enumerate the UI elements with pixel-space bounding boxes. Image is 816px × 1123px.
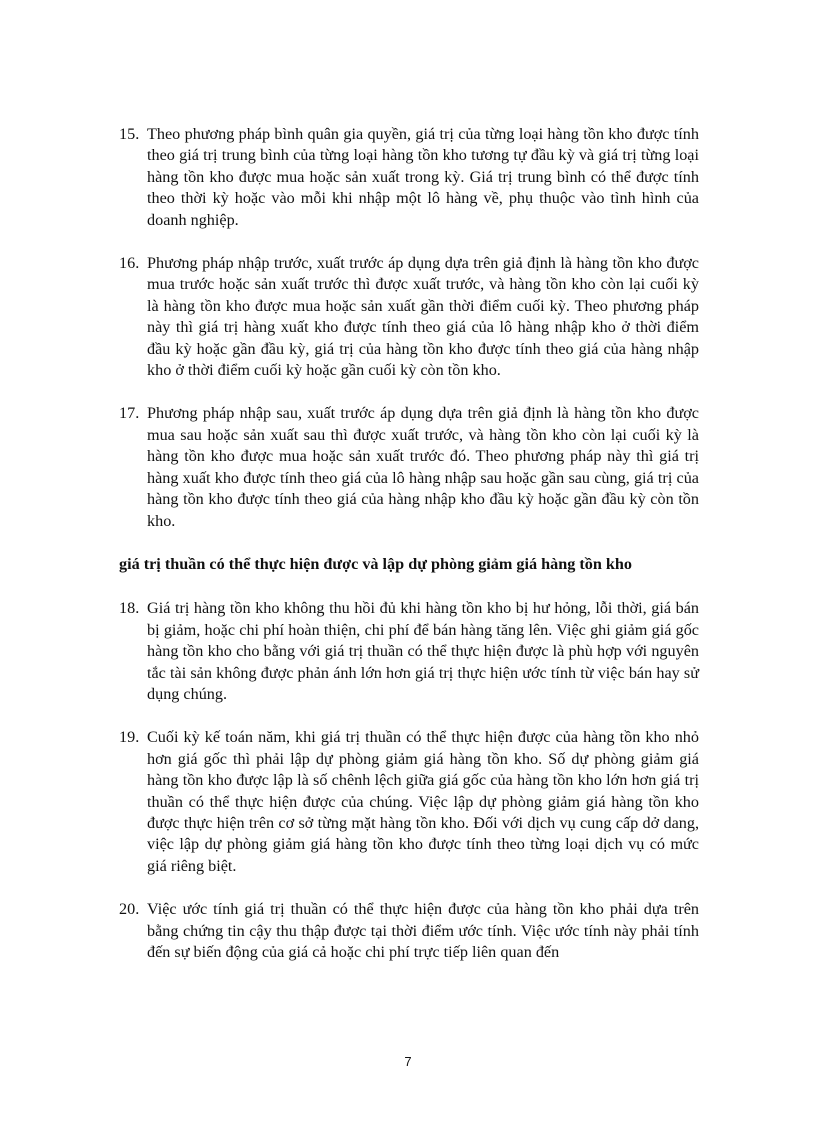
paragraph-number: 18. [119,599,140,618]
paragraph-19 [119,727,699,877]
paragraph-text: Phương pháp nhập trước, xuất trước áp dụng dựa trên giả định là hàng tồn kho được mua trước hoặc sản xuất trước thì được xuất trước, và hàng tồn kho còn lại cuối kỳ là hàng tồn kho được mua hoặc sản xuất gần thời điểm cuối kỳ. Theo phương pháp này thì giá trị hàng xuất kho được tính theo giá của lô hàng nhập kho ở thời điểm đầu kỳ hoặc gần đầu kỳ, giá trị của hàng tồn kho được tính theo giá của hàng nhập kho ở thời điểm cuối kỳ hoặc gần cuối kỳ còn tồn kho. [147,254,699,380]
paragraph-17 [119,403,699,531]
paragraph-number: 17. [119,404,140,423]
paragraph-number: 20. [119,900,140,919]
paragraph-number: 15. [119,125,140,143]
paragraph-18 [119,598,699,705]
paragraph-16 [119,253,699,381]
paragraph-20 [119,899,699,963]
page-number: 7 [404,1054,412,1069]
paragraph-text: Việc ước tính giá trị thuần có thể thực hiện được của hàng tồn kho phải dựa trên bằng chứng tin cậy thu thập được tại thời điểm ước tính. Việc ước tính này phải tính đến sự biến động của giá cả hoặc chi phí trực tiếp liên quan đến [147,900,699,961]
paragraph-15 [119,124,699,231]
paragraph-number: 19. [119,728,140,747]
paragraph-number: 16. [119,254,140,273]
paragraph-text: Cuối kỳ kế toán năm, khi giá trị thuần có thể thực hiện được của hàng tồn kho nhỏ hơn giá gốc thì phải lập dự phòng giảm giá hàng tồn kho. Số dự phòng giảm giá hàng tồn kho được lập là số chênh lệch giữa giá gốc của hàng tồn kho lớn hơn giá trị thuần có thể thực hiện được của chúng. Việc lập dự phòng giảm giá hàng tồn kho được thực hiện trên cơ sở từng mặt hàng tồn kho. Đối với dịch vụ cung cấp dở dang, việc lập dự phòng giảm giá hàng tồn kho được tính theo từng loại dịch vụ có mức giá riêng biệt. [147,728,699,875]
section-heading: giá trị thuần có thể thực hiện được và lập dự phòng giảm giá hàng tồn kho [119,554,633,573]
document-body [119,124,699,985]
paragraph-text: Giá trị hàng tồn kho không thu hồi đủ khi hàng tồn kho bị hư hỏng, lỗi thời, giá bán bị giảm, hoặc chi phí hoàn thiện, chi phí để bán hàng tăng lên. Việc ghi giảm giá gốc hàng tồn kho cho bằng với giá trị thuần có thể thực hiện được là phù hợp với nguyên tắc tài sản không được phản ánh lớn hơn giá trị thực hiện ước tính từ việc bán hay sử dụng chúng. [147,599,699,703]
paragraph-text: Theo phương pháp bình quân gia quyền, giá trị của từng loại hàng tồn kho được tính theo giá trị trung bình của từng loại hàng tồn kho tương tự đầu kỳ và giá trị từng loại hàng tồn kho được mua hoặc sản xuất trong kỳ. Giá trị trung bình có thể được tính theo thời kỳ hoặc vào mỗi khi nhập một lô hàng về, phụ thuộc vào tình hình của doanh nghiệp. [147,125,699,229]
paragraph-text: Phương pháp nhập sau, xuất trước áp dụng dựa trên giả định là hàng tồn kho được mua sau hoặc sản xuất sau thì được xuất trước, và hàng tồn kho còn lại cuối kỳ là hàng tồn kho được mua hoặc sản xuất trước đó. Theo phương pháp này thì giá trị hàng xuất kho được tính theo giá của lô hàng nhập sau hoặc gần sau cùng, giá trị của hàng tồn kho được tính theo giá của hàng nhập kho đầu kỳ hoặc gần đầu kỳ còn tồn kho. [147,404,699,530]
